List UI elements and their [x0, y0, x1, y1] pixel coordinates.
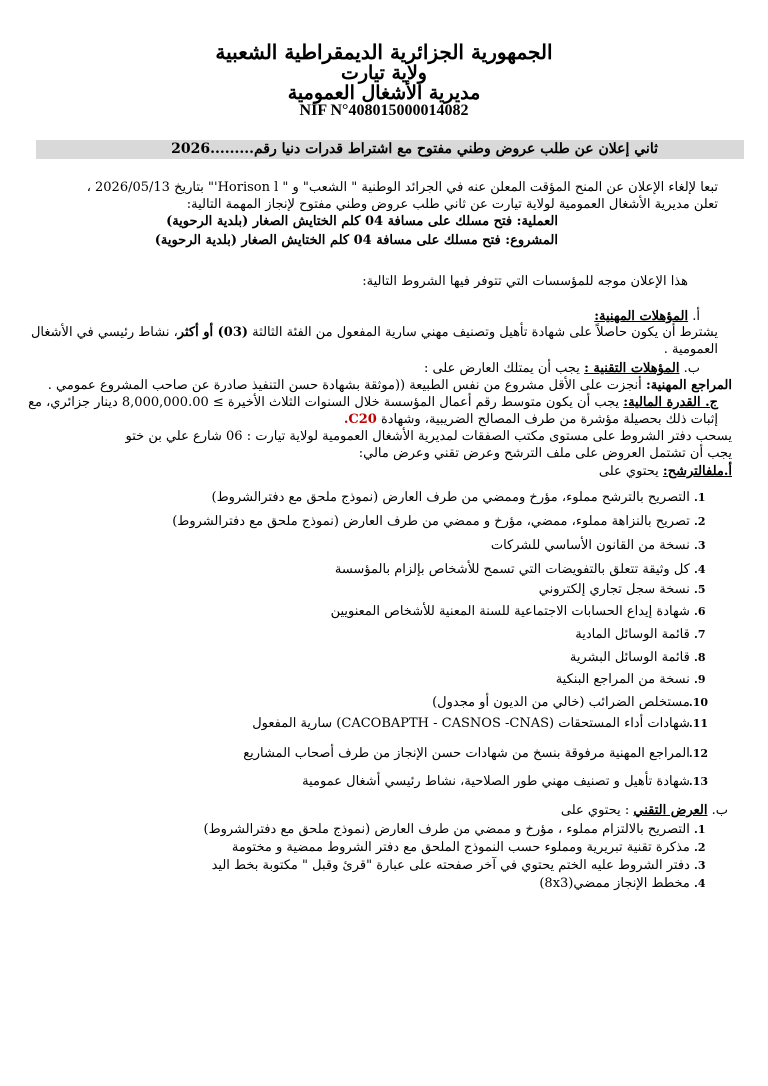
- offers-intro-line: يجب أن تشتمل العروض على ملف الترشح وعرض تقني وعرض مالي:: [358, 446, 732, 461]
- qualifications-heading: [594, 309, 700, 324]
- announcement-title: ثاني إعلان عن طلب عروض وطني مفتوح مع اشتراط قدرات دنيا رقم.........2026: [171, 141, 658, 157]
- audience-line: هذا الإعلان موجه للمؤسسات التي تتوفر فيها الشروط التالية:: [362, 274, 688, 289]
- technical-prefix: ب.: [683, 361, 700, 376]
- list-item: 4. كل وثيقة تتعلق بالتفويضات التي تسمح للأشخاص بإلزام بالمؤسسة: [334, 562, 706, 577]
- references-label: المراجع المهنية:: [645, 378, 732, 393]
- list-item: 6. شهادة إيداع الحسابات الاجتماعية للسنة المعنية للأشخاص المعنويين: [330, 604, 706, 619]
- nif-number: NIF N°408015000014082: [299, 102, 469, 119]
- candidacy-heading-rest: يحتوي على: [598, 464, 659, 479]
- qualifications-line-1: [31, 325, 718, 340]
- qualifications-text-a: يشترط أن يكون حاصلاً على شهادة تأهيل وتصنيف مهني سارية المفعول من الفئة الثالثة: [252, 325, 718, 340]
- list-item: 3. نسخة من القانون الأساسي للشركات: [490, 538, 706, 553]
- project-line: المشروع: فتح مسلك على مسافة 04 كلم الختايش الصغار (بلدية الرحوية): [154, 233, 558, 248]
- technical-offer-prefix: ب.: [711, 803, 728, 818]
- professional-references: [48, 378, 732, 393]
- list-item: 10. مستخلص الضرائب (خالي من الديون أو مجدول): [432, 695, 708, 710]
- technical-offer-label: العرض التقني: [633, 803, 708, 818]
- qualifications-category: (03) أو أكثر: [177, 325, 249, 340]
- qualifications-prefix: أ.: [692, 309, 700, 324]
- qualifications-line-2: العمومية .: [663, 342, 718, 357]
- withdraw-line: يسحب دفتر الشروط على مستوى مكتب الصفقات لمديرية الأشغال العمومية لولاية تيارت : 06 شارع علي بن ختو: [125, 429, 732, 444]
- technical-label: المؤهلات التقنية :: [584, 361, 680, 376]
- technical-offer-heading-rest: : يحتوي على: [560, 803, 630, 818]
- financial-label: ج. القدرة المالية:: [623, 395, 718, 410]
- list-item: 1. التصريح بالالتزام مملوء ، مؤرخ و ممضي من طرف العارض (نموذج ملحق مع دفترالشروط): [203, 822, 706, 837]
- technical-heading-rest: يجب أن يمتلك العارض على :: [423, 361, 580, 376]
- list-item: 12. المراجع المهنية مرفوقة بنسخ من شهادات حسن الإنجاز من طرف أصحاب المشاريع: [243, 746, 708, 761]
- wilaya-title: ولاية تيارت: [341, 62, 427, 84]
- qualifications-label: المؤهلات المهنية:: [594, 309, 689, 324]
- directorate-title: مديرية الأشغال العمومية: [287, 82, 481, 104]
- candidacy-heading: [599, 464, 732, 479]
- intro-line-2: تعلن مديرية الأشغال العمومية لولاية تيارت عن ثاني طلب عروض وطني مفتوح لإنجاز المهمة التالية:: [186, 197, 718, 212]
- certificate-code: C20.: [343, 412, 377, 427]
- list-item: 11. شهادات أداء المستحقات (CACOBAPTH - CASNOS -CNAS) سارية المفعول: [252, 716, 708, 731]
- candidacy-label: أ.ملفالترشح:: [662, 464, 732, 479]
- republic-title: الجمهورية الجزائرية الديمقراطية الشعبية: [215, 40, 553, 64]
- list-item: 13. شهادة تأهيل و تصنيف مهني طور الصلاحية، نشاط رئيسي أشغال عمومية: [302, 774, 708, 789]
- list-item: 2. مذكرة تقنية تبريرية ومملوء حسب النموذج الملحق مع دفتر الشروط ممضية و مختومة: [231, 840, 706, 855]
- operation-line: العملية: فتح مسلك على مسافة 04 كلم الختايش الصغار (بلدية الرحوية): [166, 214, 558, 229]
- financial-line-2: [344, 412, 718, 427]
- qualifications-text-c: ، نشاط رئيسي في الأشغال: [30, 325, 178, 340]
- list-item: 3. دفتر الشروط عليه الختم يحتوي في آخر صفحته على عبارة "قرئ وقبل " مكتوبة بخط اليد: [211, 858, 706, 873]
- list-item: 5. نسخة سجل تجاري إلكتروني: [538, 582, 706, 597]
- references-text: أنجزت على الأقل مشروع من نفس الطبيعة ((موثقة بشهادة حسن التنفيذ صادرة عن صاحب المشروع عمومي .: [47, 378, 642, 393]
- financial-line-2-text: إثبات ذلك بحصيلة مؤشرة من طرف المصالح الضريبية، وشهادة: [380, 412, 718, 427]
- technical-offer-heading: [561, 803, 728, 818]
- financial-text: يجب أن يكون متوسط رقم أعمال المؤسسة خلال السنوات الثلاث الأخيرة ≥ 8,000,000.00 دينار جزائري، مع: [28, 395, 620, 410]
- financial-capacity: [28, 395, 718, 410]
- list-item: 1. التصريح بالترشح مملوء، مؤرخ وممضي من طرف العارض (نموذج ملحق مع دفترالشروط): [211, 490, 706, 505]
- list-item: 9. نسخة من المراجع البنكية: [555, 672, 706, 687]
- intro-line-1: تبعا لإلغاء الإعلان عن المنح المؤقت المعلن عنه في الجرائد الوطنية " الشعب" و " Horison l'" بتاريخ 2026/05/13 ،: [86, 180, 718, 195]
- list-item: 2. تصريح بالنزاهة مملوء، ممضي، مؤرخ و ممضي من طرف العارض (نموذج ملحق مع دفترالشروط): [172, 514, 706, 529]
- technical-heading: [424, 361, 700, 376]
- list-item: 4. مخطط الإنجاز ممضي(8x3): [539, 876, 706, 891]
- list-item: 7. قائمة الوسائل المادية: [575, 627, 706, 642]
- list-item: 8. قائمة الوسائل البشرية: [569, 650, 706, 665]
